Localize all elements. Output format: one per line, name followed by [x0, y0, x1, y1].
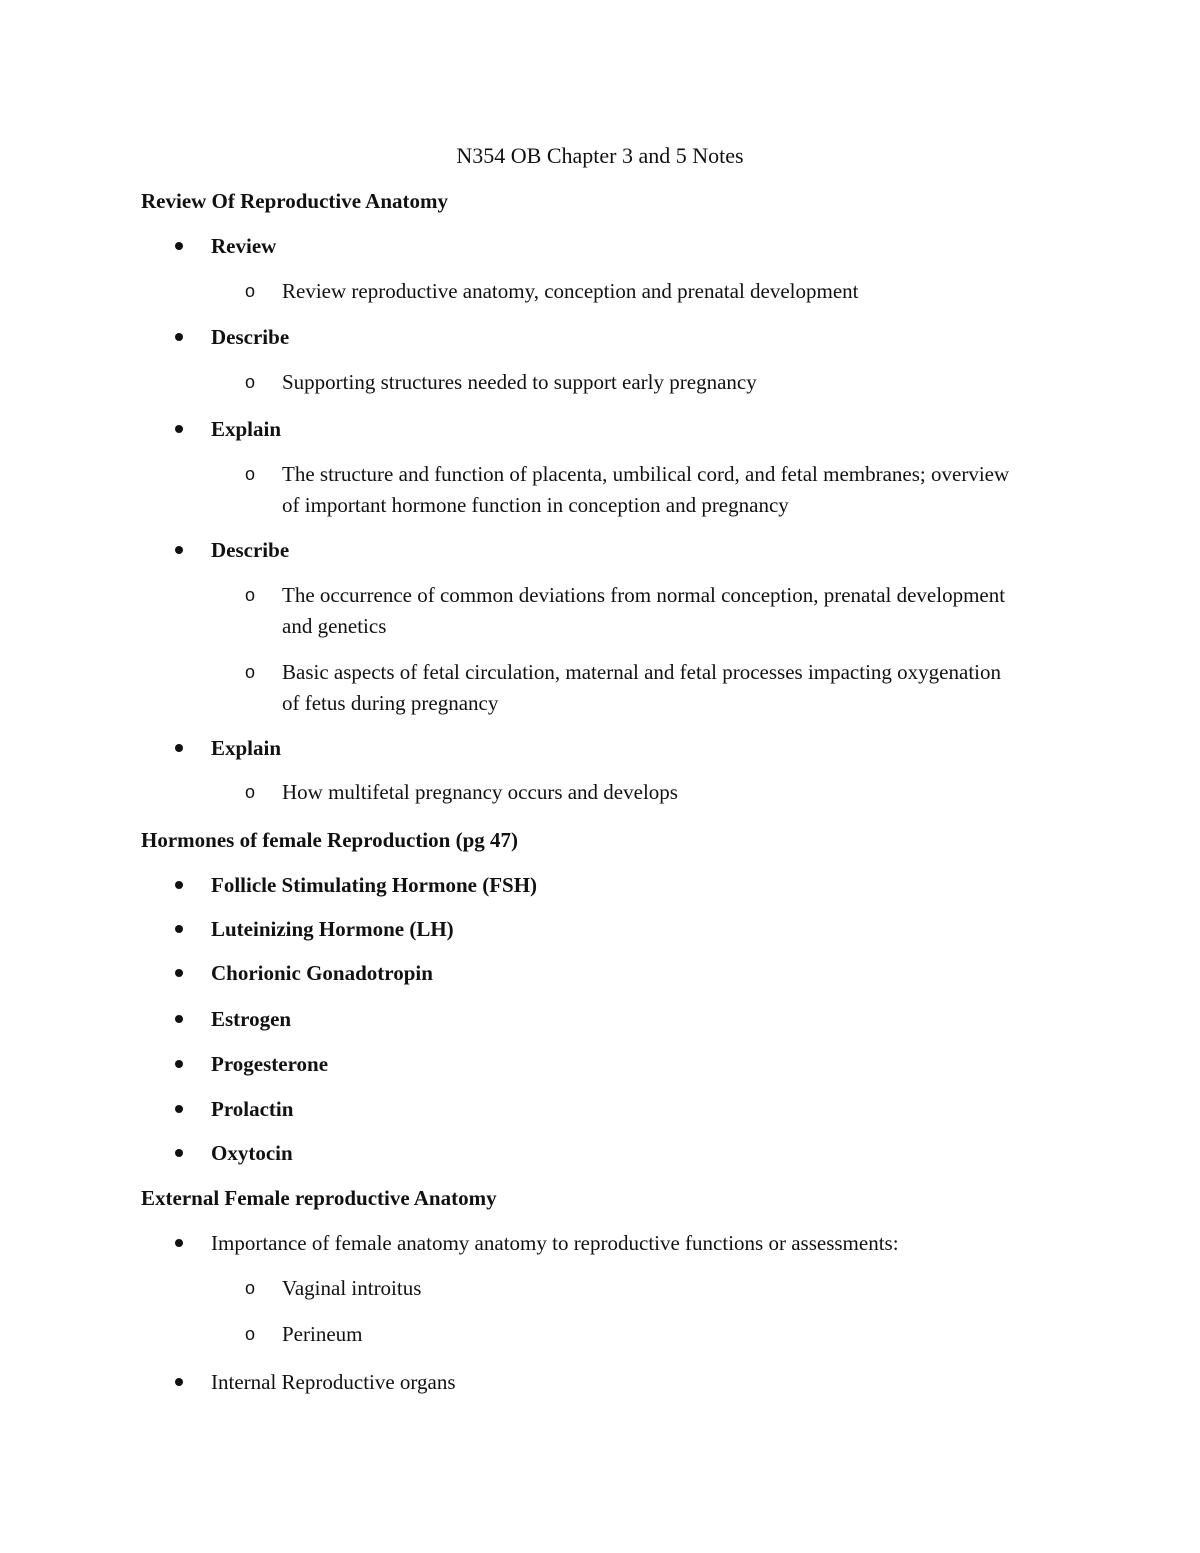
- sub-item-text: How multifetal pregnancy occurs and develops: [282, 780, 678, 804]
- bullet-label: Explain: [211, 417, 282, 441]
- sub-item-text: The structure and function of placenta, umbilical cord, and fetal membranes; overview of important hormone function in conception and pregnancy: [282, 462, 1010, 517]
- bullet-label: Describe: [211, 325, 290, 349]
- bullet-icon: [175, 425, 183, 433]
- sub-item-text: Supporting structures needed to support early pregnancy: [282, 370, 757, 394]
- sub-bullet-icon: o: [245, 782, 256, 802]
- bullet-label: Explain: [211, 736, 282, 760]
- section-heading-hormones: Hormones of female Reproduction (pg 47): [141, 828, 518, 852]
- document-title: N354 OB Chapter 3 and 5 Notes: [456, 143, 744, 168]
- bullet-icon: [175, 333, 183, 341]
- bullet-icon: [175, 1378, 183, 1386]
- sub-bullet-icon: o: [245, 662, 256, 682]
- bullet-icon: [175, 925, 183, 933]
- bullet-label: Estrogen: [211, 1007, 292, 1031]
- bullet-icon: [175, 969, 183, 977]
- bullet-label: Luteinizing Hormone (LH): [211, 917, 454, 941]
- sub-item-text: Basic aspects of fetal circulation, maternal and fetal processes impacting oxygenation of fetus during pregnancy: [282, 660, 1001, 715]
- bullet-label: Chorionic Gonadotropin: [211, 961, 433, 985]
- sub-item-text: The occurrence of common deviations from normal conception, prenatal development and genetics: [282, 583, 1006, 638]
- bullet-label: Prolactin: [211, 1097, 294, 1121]
- bullet-label: Internal Reproductive organs: [211, 1370, 456, 1394]
- bullet-icon: [175, 1015, 183, 1023]
- bullet-label: Describe: [211, 538, 290, 562]
- sub-bullet-icon: o: [245, 1278, 256, 1298]
- bullet-label: Review: [211, 234, 277, 258]
- bullet-label: Oxytocin: [211, 1141, 293, 1165]
- sub-bullet-icon: o: [245, 372, 256, 392]
- sub-bullet-icon: o: [245, 585, 256, 605]
- bullet-label: Follicle Stimulating Hormone (FSH): [211, 873, 538, 897]
- bullet-icon: [175, 546, 183, 554]
- bullet-label: Progesterone: [211, 1052, 329, 1076]
- section-heading-review-anatomy: Review Of Reproductive Anatomy: [141, 189, 448, 213]
- bullet-icon: [175, 1060, 183, 1068]
- bullet-icon: [175, 242, 183, 250]
- bullet-icon: [175, 1105, 183, 1113]
- bullet-icon: [175, 881, 183, 889]
- sub-item-text: Perineum: [282, 1322, 363, 1346]
- bullet-icon: [175, 744, 183, 752]
- bullet-label: Importance of female anatomy anatomy to reproductive functions or assessments:: [211, 1231, 899, 1255]
- sub-bullet-icon: o: [245, 1324, 256, 1344]
- section-heading-external-anatomy: External Female reproductive Anatomy: [141, 1186, 497, 1210]
- sub-item-text: Vaginal introitus: [282, 1276, 422, 1300]
- bullet-icon: [175, 1239, 183, 1247]
- bullet-icon: [175, 1149, 183, 1157]
- sub-item-text: Review reproductive anatomy, conception and prenatal development: [282, 279, 859, 303]
- sub-bullet-icon: o: [245, 464, 256, 484]
- sub-bullet-icon: o: [245, 281, 256, 301]
